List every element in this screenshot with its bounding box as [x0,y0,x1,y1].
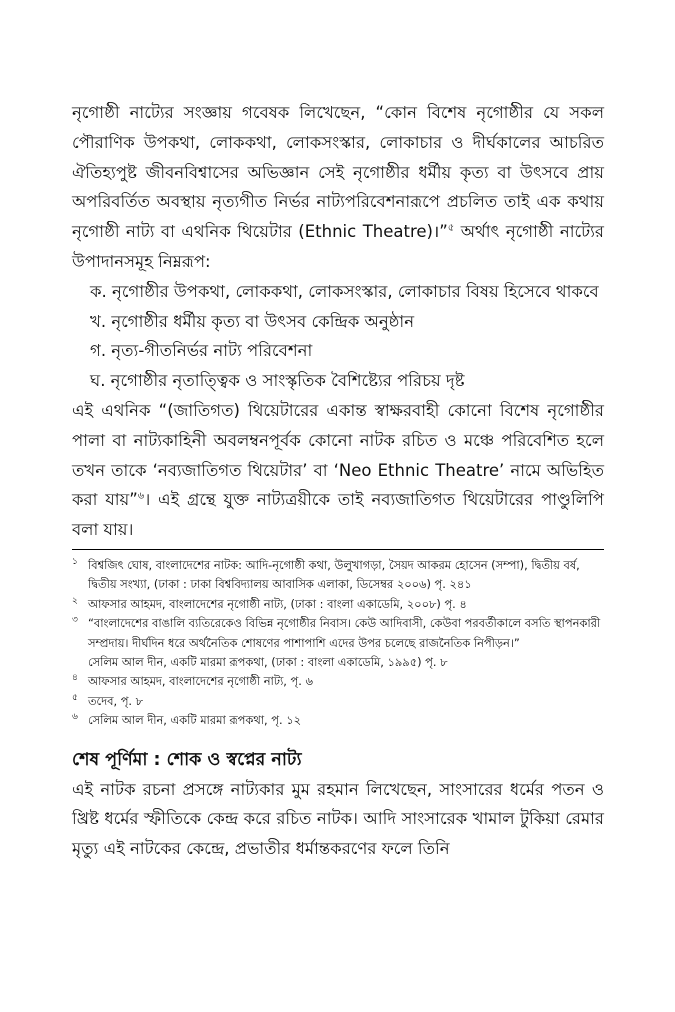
paragraph-text: অর্থাৎ নৃগোষ্ঠী নাট্যের উপাদানসমূহ নিম্নরূপ: [72,222,604,271]
footnote-text: আফসার আহমদ, বাংলাদেশের নৃগোষ্ঠী নাট্য, পৃ. ৬ [88,674,313,689]
paragraph-text: । এই গ্রন্থে যুক্ত নাট্যত্রয়ীকে তাই নব্যজাতিগত থিয়েটারের পাণ্ডুলিপি বলা যায়। [72,490,604,540]
footnote-mark: ২ [72,595,78,606]
footnote-ref[interactable]: ৫ [447,222,455,234]
footnote [72,692,604,711]
footnote-mark: ৬ [72,712,78,723]
list-item: গ. নৃত্য-গীতনির্ভর নাট্য পরিবেশনা [90,341,313,361]
footnote-text: বিশ্বজিৎ ঘোষ, বাংলাদেশের নাটক: আদি-নৃগোষ্ঠী কথা, উলুখাগড়া, সৈয়দ আকরম হোসেন (সম্পা), দ্বিতীয় বর্ষ, দ্বিতীয় সংখ্যা, (ঢাকা : ঢাকা বিশ্ববিদ্যালয় আবাসিক এলাকা, ডিসেম্বর ২০০৬) পৃ. ২৪১ [88,557,580,592]
footnote-text: সেলিম আল দীন, একটি মারমা রূপকথা, পৃ. ১২ [88,713,302,728]
footnote-divider [72,549,604,550]
paragraph-text: এই এথনিক “(জাতিগত) থিয়েটারের একান্ত স্বাক্ষরবাহী কোনো বিশেষ নৃগোষ্ঠীর পালা বা নাট্যকাহিনী অবলম্বনপূর্বক কোনো নাটক রচিত ও মঞ্চে পরিবেশিত হলে তখন তাকে ‘নব্যজাতিগত থিয়েটার’ বা ‘Neo Ethnic Theatre’ নামে অভিহিত করা যায়” [72,400,604,510]
body-paragraph-1 [72,98,604,277]
footnote-text: সেলিম আল দীন, একটি মারমা রূপকথা, (ঢাকা : বাংলা একাডেমি, ১৯৯৫) পৃ. ৮ [88,654,448,669]
footnote-mark: ৩ [72,615,78,626]
body-paragraph-2 [72,396,604,545]
footnote-mark: ১ [72,556,78,567]
section-heading: শেষ পূর্ণিমা : শোক ও স্বপ্নের নাট্য [72,749,302,770]
footnotes [72,556,604,731]
footnote-mark: ৪ [72,673,78,684]
footnote [72,711,604,730]
list-item: ক. নৃগোষ্ঠীর উপকথা, লোককথা, লোকসংস্কার, লোকাচার বিষয় হিসেবে থাকবে [90,281,599,301]
list-item: ঘ. নৃগোষ্ঠীর নৃতাত্ত্বিক ও সাংস্কৃতিক বৈশিষ্ট্যের পরিচয় দৃষ্ট [90,371,465,391]
footnote-ref[interactable]: ৬ [137,490,145,502]
footnote [72,672,604,691]
footnote-text: আফসার আহমদ, বাংলাদেশের নৃগোষ্ঠী নাট্য, (ঢাকা : বাংলা একাডেমি, ২০০৮) পৃ. ৪ [88,596,467,611]
footnote-mark: ৫ [72,692,78,703]
footnote [72,556,604,595]
footnote-text: “বাংলাদেশের বাঙালি ব্যতিরেকেও বিভিন্ন নৃগোষ্ঠীর নিবাস। কেউ আদিবাসী, কেউবা পরবর্তীকালে বসতি স্থাপনকারী সম্প্রদায়। দীর্ঘদিন ধরে অর্থনৈতিক শোষণের পাশাপাশি এদের উপর চলেছে রাজনৈতিক নিপীড়ন।” [88,616,601,650]
list-item: খ. নৃগোষ্ঠীর ধর্মীয় কৃত্য বা উৎসব কেন্দ্রিক অনুষ্ঠান [90,311,415,331]
footnote [72,595,604,614]
paragraph-text: নৃগোষ্ঠী নাট্যের সংজ্ঞায় গবেষক লিখেছেন, “কোন বিশেষ নৃগোষ্ঠীর যে সকল পৌরাণিক উপকথা, লোককথা, লোকসংস্কার, লোকাচার ও দীর্ঘকালের আচরিত ঐতিহ্যপুষ্ট জীবনবিশ্বাসের অভিজ্ঞান সেই নৃগোষ্ঠীর ধর্মীয় কৃত্য বা উৎসবে প্রায় অপরিবর্তিত অবস্থায় নৃত্যগীত নির্ভর নাট্যপরিবেশনারূপে প্রচলিত তাই এক কথায় নৃগোষ্ঠী নাট্য বা এথনিক থিয়েটার (Ethnic Theatre)।” [72,103,604,242]
elements-list [72,277,604,396]
footnote-text: তদেব, পৃ. ৮ [88,693,144,708]
document-page [72,98,604,864]
footnote-continuation [72,653,604,672]
footnote [72,614,604,653]
section-paragraph: এই নাটক রচনা প্রসঙ্গে নাট্যকার মুম রহমান লিখেছেন, সাংসারের ধর্মের পতন ও খ্রিষ্ট ধর্মের স্ফীতিকে কেন্দ্র করে রচিত নাটক। আদি সাংসারেক খামাল টুকিয়া রেমার মৃত্যু এই নাটকের কেন্দ্রে, প্রভাতীর ধর্মান্তকরণের ফলে তিনি [72,779,604,859]
